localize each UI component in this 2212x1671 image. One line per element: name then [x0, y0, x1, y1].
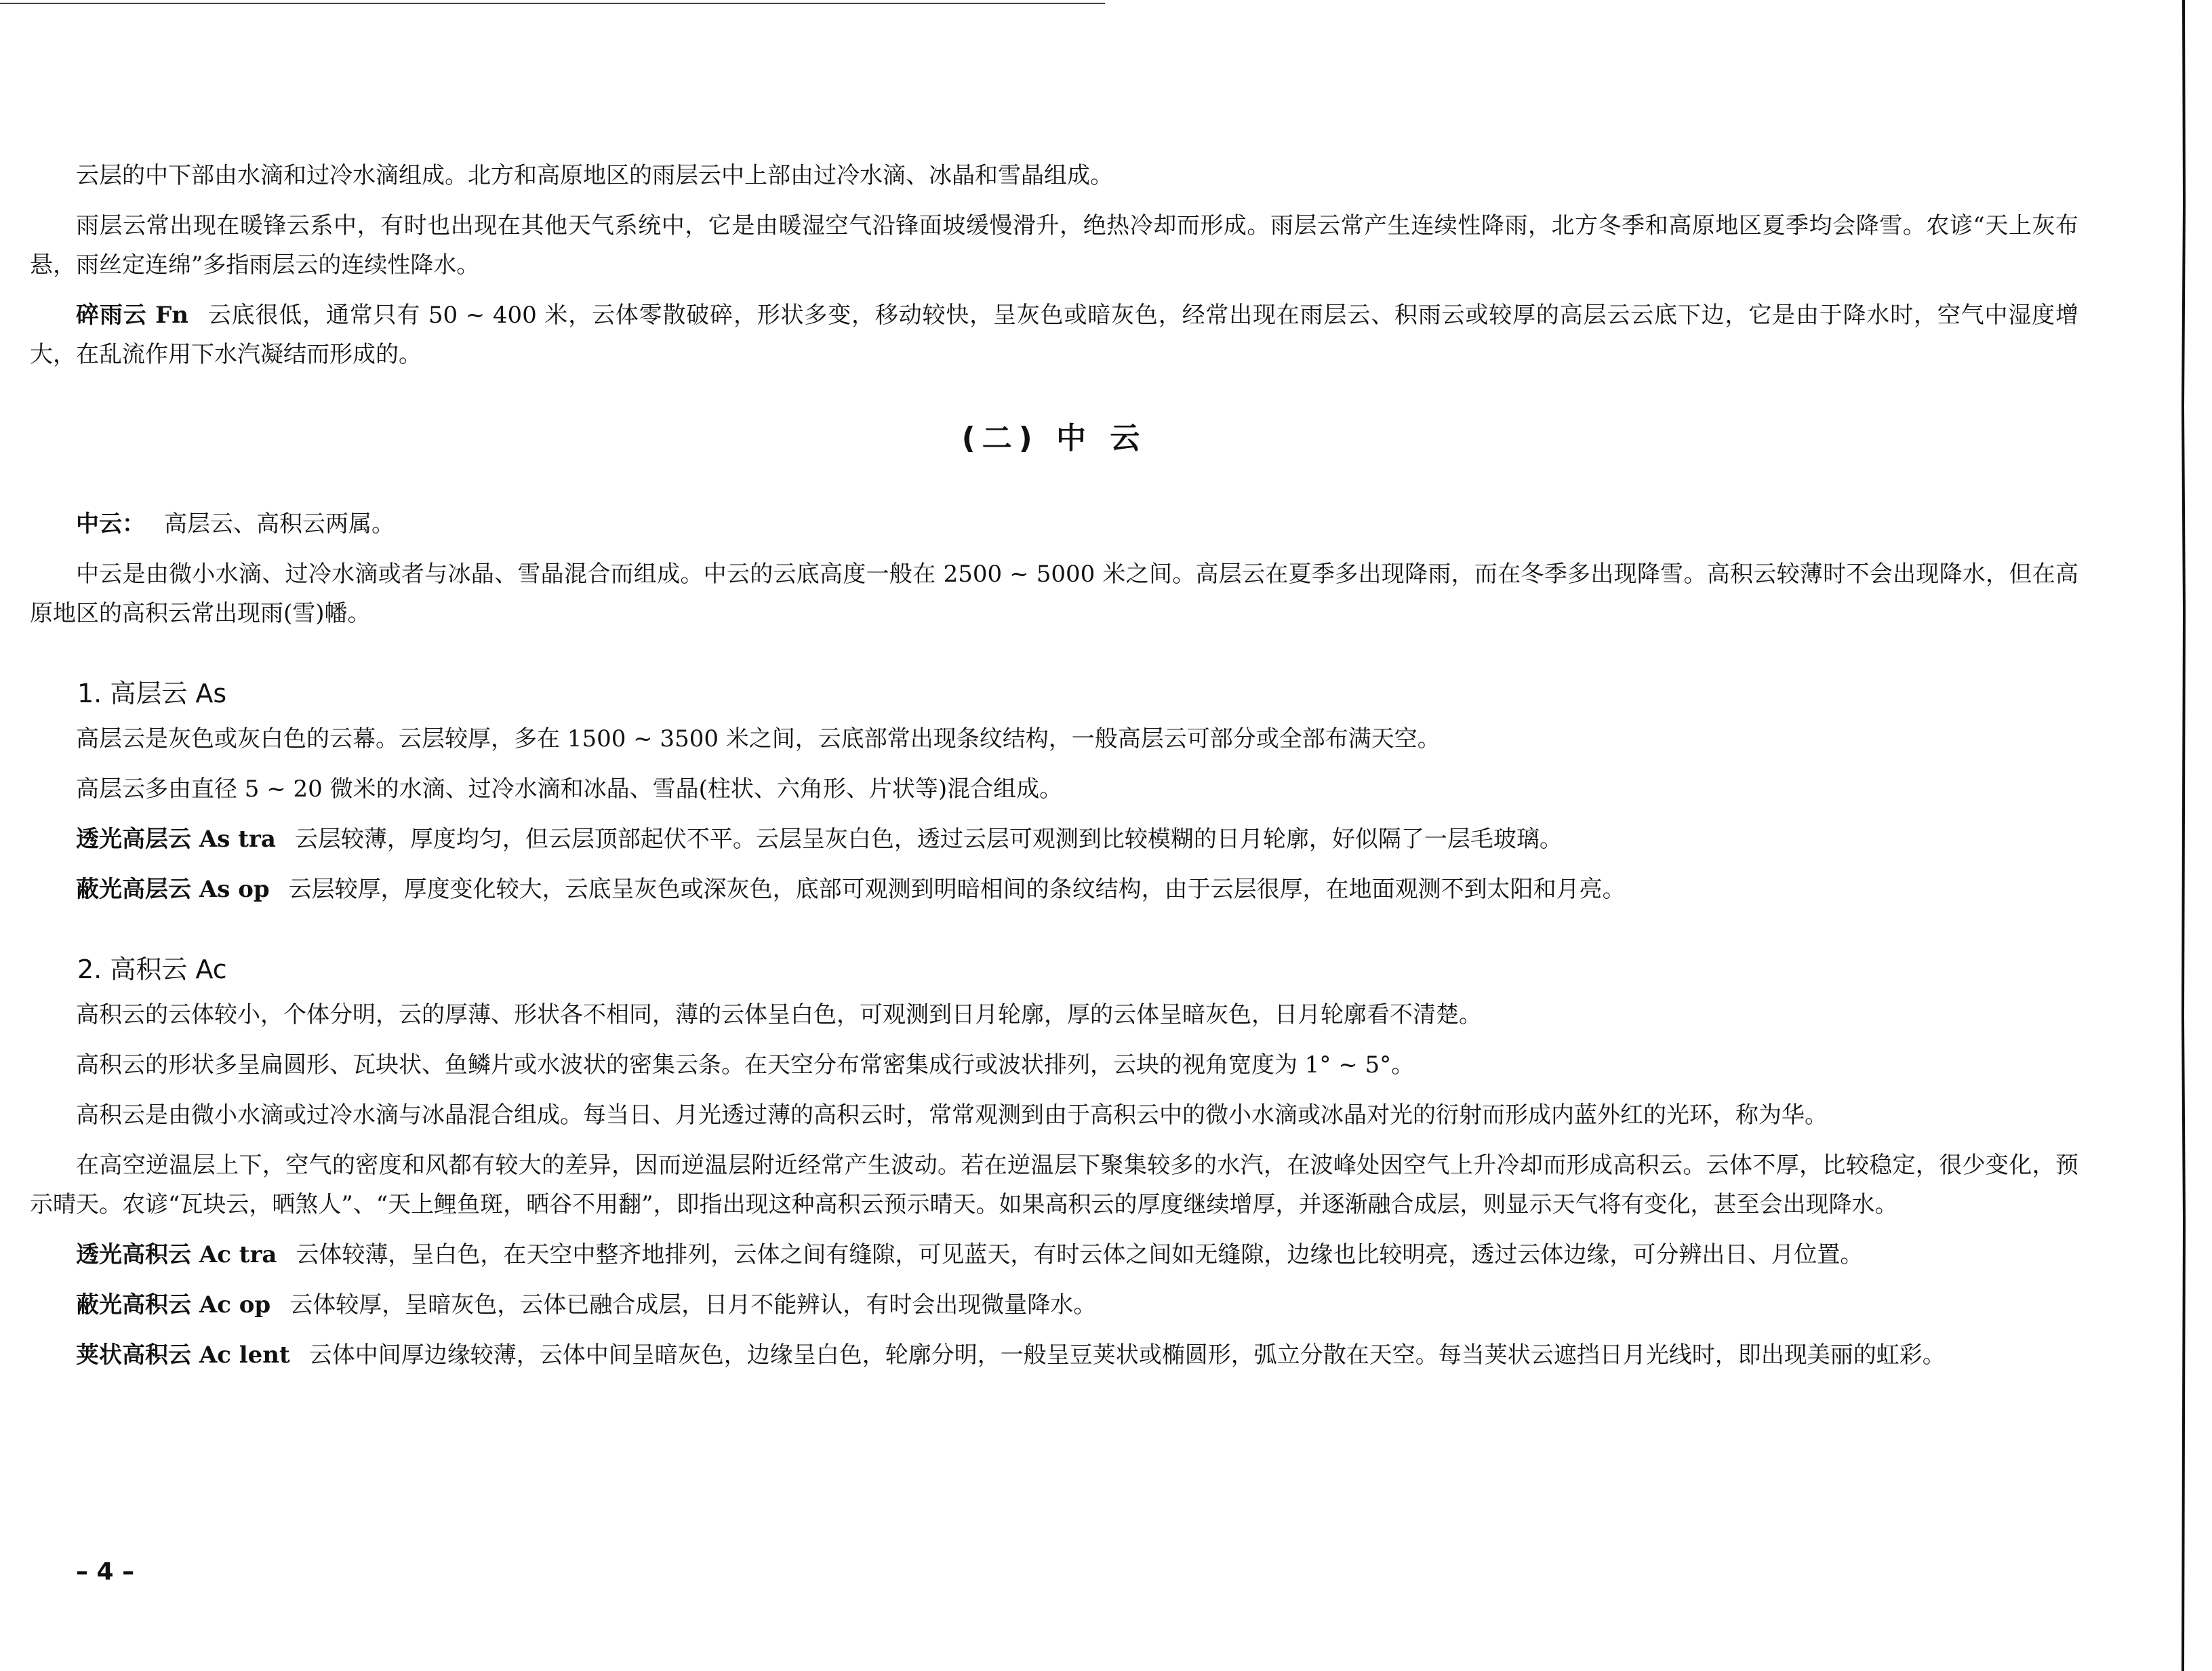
subsection-heading: 1. 高层云 As [77, 679, 227, 708]
paragraph: 雨层云常出现在暖锋云系中，有时也出现在其他天气系统中，它是由暖湿空气沿锋面坡缓慢滑升，绝热冷却而形成。雨层云常产生连续性降雨，北方冬季和高原地区夏季均会降雪。农谚“天上灰布悬，雨丝定连绵”多指雨层云的连续性降水。 [30, 212, 2078, 279]
paragraph: 高积云的形状多呈扁圆形、瓦块状、鱼鳞片或水波状的密集云条。在天空分布常密集成行或波状排列，云块的视角宽度为 1° ~ 5°。 [76, 1051, 1415, 1079]
term-label: 蔽光高积云 Ac op [76, 1291, 271, 1318]
term-label: 碎雨云 Fn [76, 302, 188, 329]
definition-text: 云体中间厚边缘较薄，云体中间呈暗灰色，边缘呈白色，轮廓分明，一般呈豆荚状或椭圆形，弧立分散在天空。每当荚状云遮挡日月光线时，即出现美丽的虹彩。 [308, 1342, 1946, 1369]
definition-paragraph [30, 1285, 2078, 1325]
definition-text: 云层较厚，厚度变化较大，云底呈灰色或深灰色，底部可观测到明暗相间的条纹结构，由于云层很厚，在地面观测不到太阳和月亮。 [288, 876, 1626, 903]
term-label: 中云： [76, 510, 145, 538]
paragraph: 中云是由微小水滴、过冷水滴或者与冰晶、雪晶混合而组成。中云的云底高度一般在 2500 ~ 5000 米之间。高层云在夏季多出现降雨，而在冬季多出现降雪。高积云较薄时不会出现降水，但在高原地区的高积云常出现雨(雪)幡。 [30, 561, 2078, 627]
definition-paragraph [30, 1235, 2078, 1274]
top-rule [0, 3, 1105, 4]
definition-paragraph [30, 1335, 2078, 1375]
definition-text: 高层云、高积云两属。 [164, 510, 395, 538]
page-binding-edge [2181, 0, 2186, 1671]
definition-text: 云体较薄，呈白色，在天空中整齐地排列，云体之间有缝隙，可见蓝天，有时云体之间如无缝隙，边缘也比较明亮，透过云体边缘，可分辨出日、月位置。 [296, 1241, 1864, 1268]
document-page [30, 156, 2078, 1386]
term-label: 透光高积云 Ac tra [76, 1241, 277, 1268]
section-title: (二) 中 云 [961, 421, 1147, 456]
paragraph: 在高空逆温层上下，空气的密度和风都有较大的差异，因而逆温层附近经常产生波动。若在逆温层下聚集较多的水汽，在波峰处因空气上升冷却而形成高积云。云体不厚，比较稳定，很少变化，预示晴天。农谚“瓦块云，晒煞人”、“天上鲤鱼斑，晒谷不用翻”，即指出现这种高积云预示晴天。如果高积云的厚度继续增厚，并逐渐融合成层，则显示天气将有变化，甚至会出现降水。 [30, 1152, 2078, 1218]
paragraph: 高积云的云体较小，个体分明，云的厚薄、形状各不相同，薄的云体呈白色，可观测到日月轮廓，厚的云体呈暗灰色，日月轮廓看不清楚。 [76, 1001, 1482, 1028]
page-number: – 4 – [76, 1558, 135, 1586]
paragraph: 高层云多由直径 5 ~ 20 微米的水滴、过冷水滴和冰晶、雪晶(柱状、六角形、片状等)混合组成。 [76, 776, 1063, 803]
paragraph: 高层云是灰色或灰白色的云幕。云层较厚，多在 1500 ~ 3500 米之间，云底部常出现条纹结构，一般高层云可部分或全部布满天空。 [76, 725, 1441, 752]
definition-paragraph [30, 870, 2078, 909]
definition-paragraph [30, 504, 2078, 544]
paragraph: 高积云是由微小水滴或过冷水滴与冰晶混合组成。每当日、月光透过薄的高积云时，常常观测到由于高积云中的微小水滴或冰晶对光的衍射而形成内蓝外红的光环，称为华。 [76, 1102, 1828, 1129]
subsection-heading: 2. 高积云 Ac [77, 954, 227, 984]
definition-paragraph [30, 820, 2078, 859]
definition-paragraph [30, 296, 2078, 374]
definition-text: 云体较厚，呈暗灰色，云体已融合成层，日月不能辨认，有时会出现微量降水。 [289, 1291, 1097, 1318]
term-label: 荚状高积云 Ac lent [76, 1342, 290, 1369]
term-label: 蔽光高层云 As op [76, 876, 270, 903]
paragraph: 云层的中下部由水滴和过冷水滴组成。北方和高原地区的雨层云中上部由过冷水滴、冰晶和雪晶组成。 [76, 162, 1113, 189]
definition-text: 云层较薄，厚度均匀，但云层顶部起伏不平。云层呈灰白色，透过云层可观测到比较模糊的日月轮廓，好似隔了一层毛玻璃。 [294, 826, 1563, 853]
term-label: 透光高层云 As tra [76, 826, 276, 853]
definition-text: 云底很低，通常只有 50 ~ 400 米，云体零散破碎，形状多变，移动较快，呈灰色或暗灰色，经常出现在雨层云、积雨云或较厚的高层云云底下边，它是由于降水时，空气中湿度增大，在乱流作用下水汽凝结而形成的。 [30, 302, 2078, 368]
